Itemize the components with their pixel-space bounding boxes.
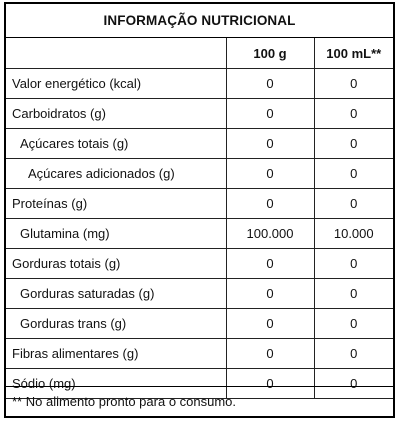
value-100g: 0 xyxy=(226,129,314,159)
value-100g: 0 xyxy=(226,189,314,219)
value-100g: 0 xyxy=(226,309,314,339)
value-100ml: 0 xyxy=(314,189,393,219)
table-row xyxy=(6,219,393,249)
header-100g: 100 g xyxy=(226,38,314,69)
nutrition-title: INFORMAÇÃO NUTRICIONAL xyxy=(6,4,393,38)
nutrient-label: Glutamina (mg) xyxy=(6,219,226,249)
value-100ml: 0 xyxy=(314,279,393,309)
value-100g: 0 xyxy=(226,249,314,279)
value-100ml: 0 xyxy=(314,309,393,339)
value-100ml: 0 xyxy=(314,129,393,159)
nutrient-label: Proteínas (g) xyxy=(6,189,226,219)
table-row xyxy=(6,279,393,309)
nutrition-facts-panel xyxy=(4,2,395,418)
table-row xyxy=(6,309,393,339)
footnote: ** No alimento pronto para o consumo. xyxy=(6,386,393,416)
nutrient-label: Gorduras trans (g) xyxy=(6,309,226,339)
nutrient-label: Valor energético (kcal) xyxy=(6,69,226,99)
header-label xyxy=(6,38,226,69)
value-100ml: 0 xyxy=(314,339,393,369)
value-100ml: 0 xyxy=(314,69,393,99)
table-row xyxy=(6,249,393,279)
table-row xyxy=(6,69,393,99)
nutrition-rows xyxy=(6,69,393,399)
value-100g: 0 xyxy=(226,99,314,129)
value-100ml: 10.000 xyxy=(314,219,393,249)
nutrient-label: Sódio (mg) xyxy=(6,369,226,399)
nutrient-label: Açúcares adicionados (g) xyxy=(6,159,226,189)
value-100ml: 0 xyxy=(314,159,393,189)
value-100g: 0 xyxy=(226,369,314,399)
nutrient-label: Gorduras totais (g) xyxy=(6,249,226,279)
nutrient-label: Gorduras saturadas (g) xyxy=(6,279,226,309)
nutrient-label: Fibras alimentares (g) xyxy=(6,339,226,369)
value-100g: 0 xyxy=(226,339,314,369)
value-100g: 0 xyxy=(226,279,314,309)
table-row xyxy=(6,129,393,159)
value-100g: 0 xyxy=(226,69,314,99)
nutrition-table xyxy=(6,38,393,399)
value-100ml: 0 xyxy=(314,99,393,129)
table-row xyxy=(6,159,393,189)
value-100g: 100.000 xyxy=(226,219,314,249)
table-row xyxy=(6,339,393,369)
header-row xyxy=(6,38,393,69)
nutrient-label: Carboidratos (g) xyxy=(6,99,226,129)
value-100g: 0 xyxy=(226,159,314,189)
table-row xyxy=(6,99,393,129)
nutrient-label: Açúcares totais (g) xyxy=(6,129,226,159)
value-100ml: 0 xyxy=(314,249,393,279)
value-100ml: 0 xyxy=(314,369,393,399)
header-100ml: 100 mL** xyxy=(314,38,393,69)
table-row xyxy=(6,189,393,219)
